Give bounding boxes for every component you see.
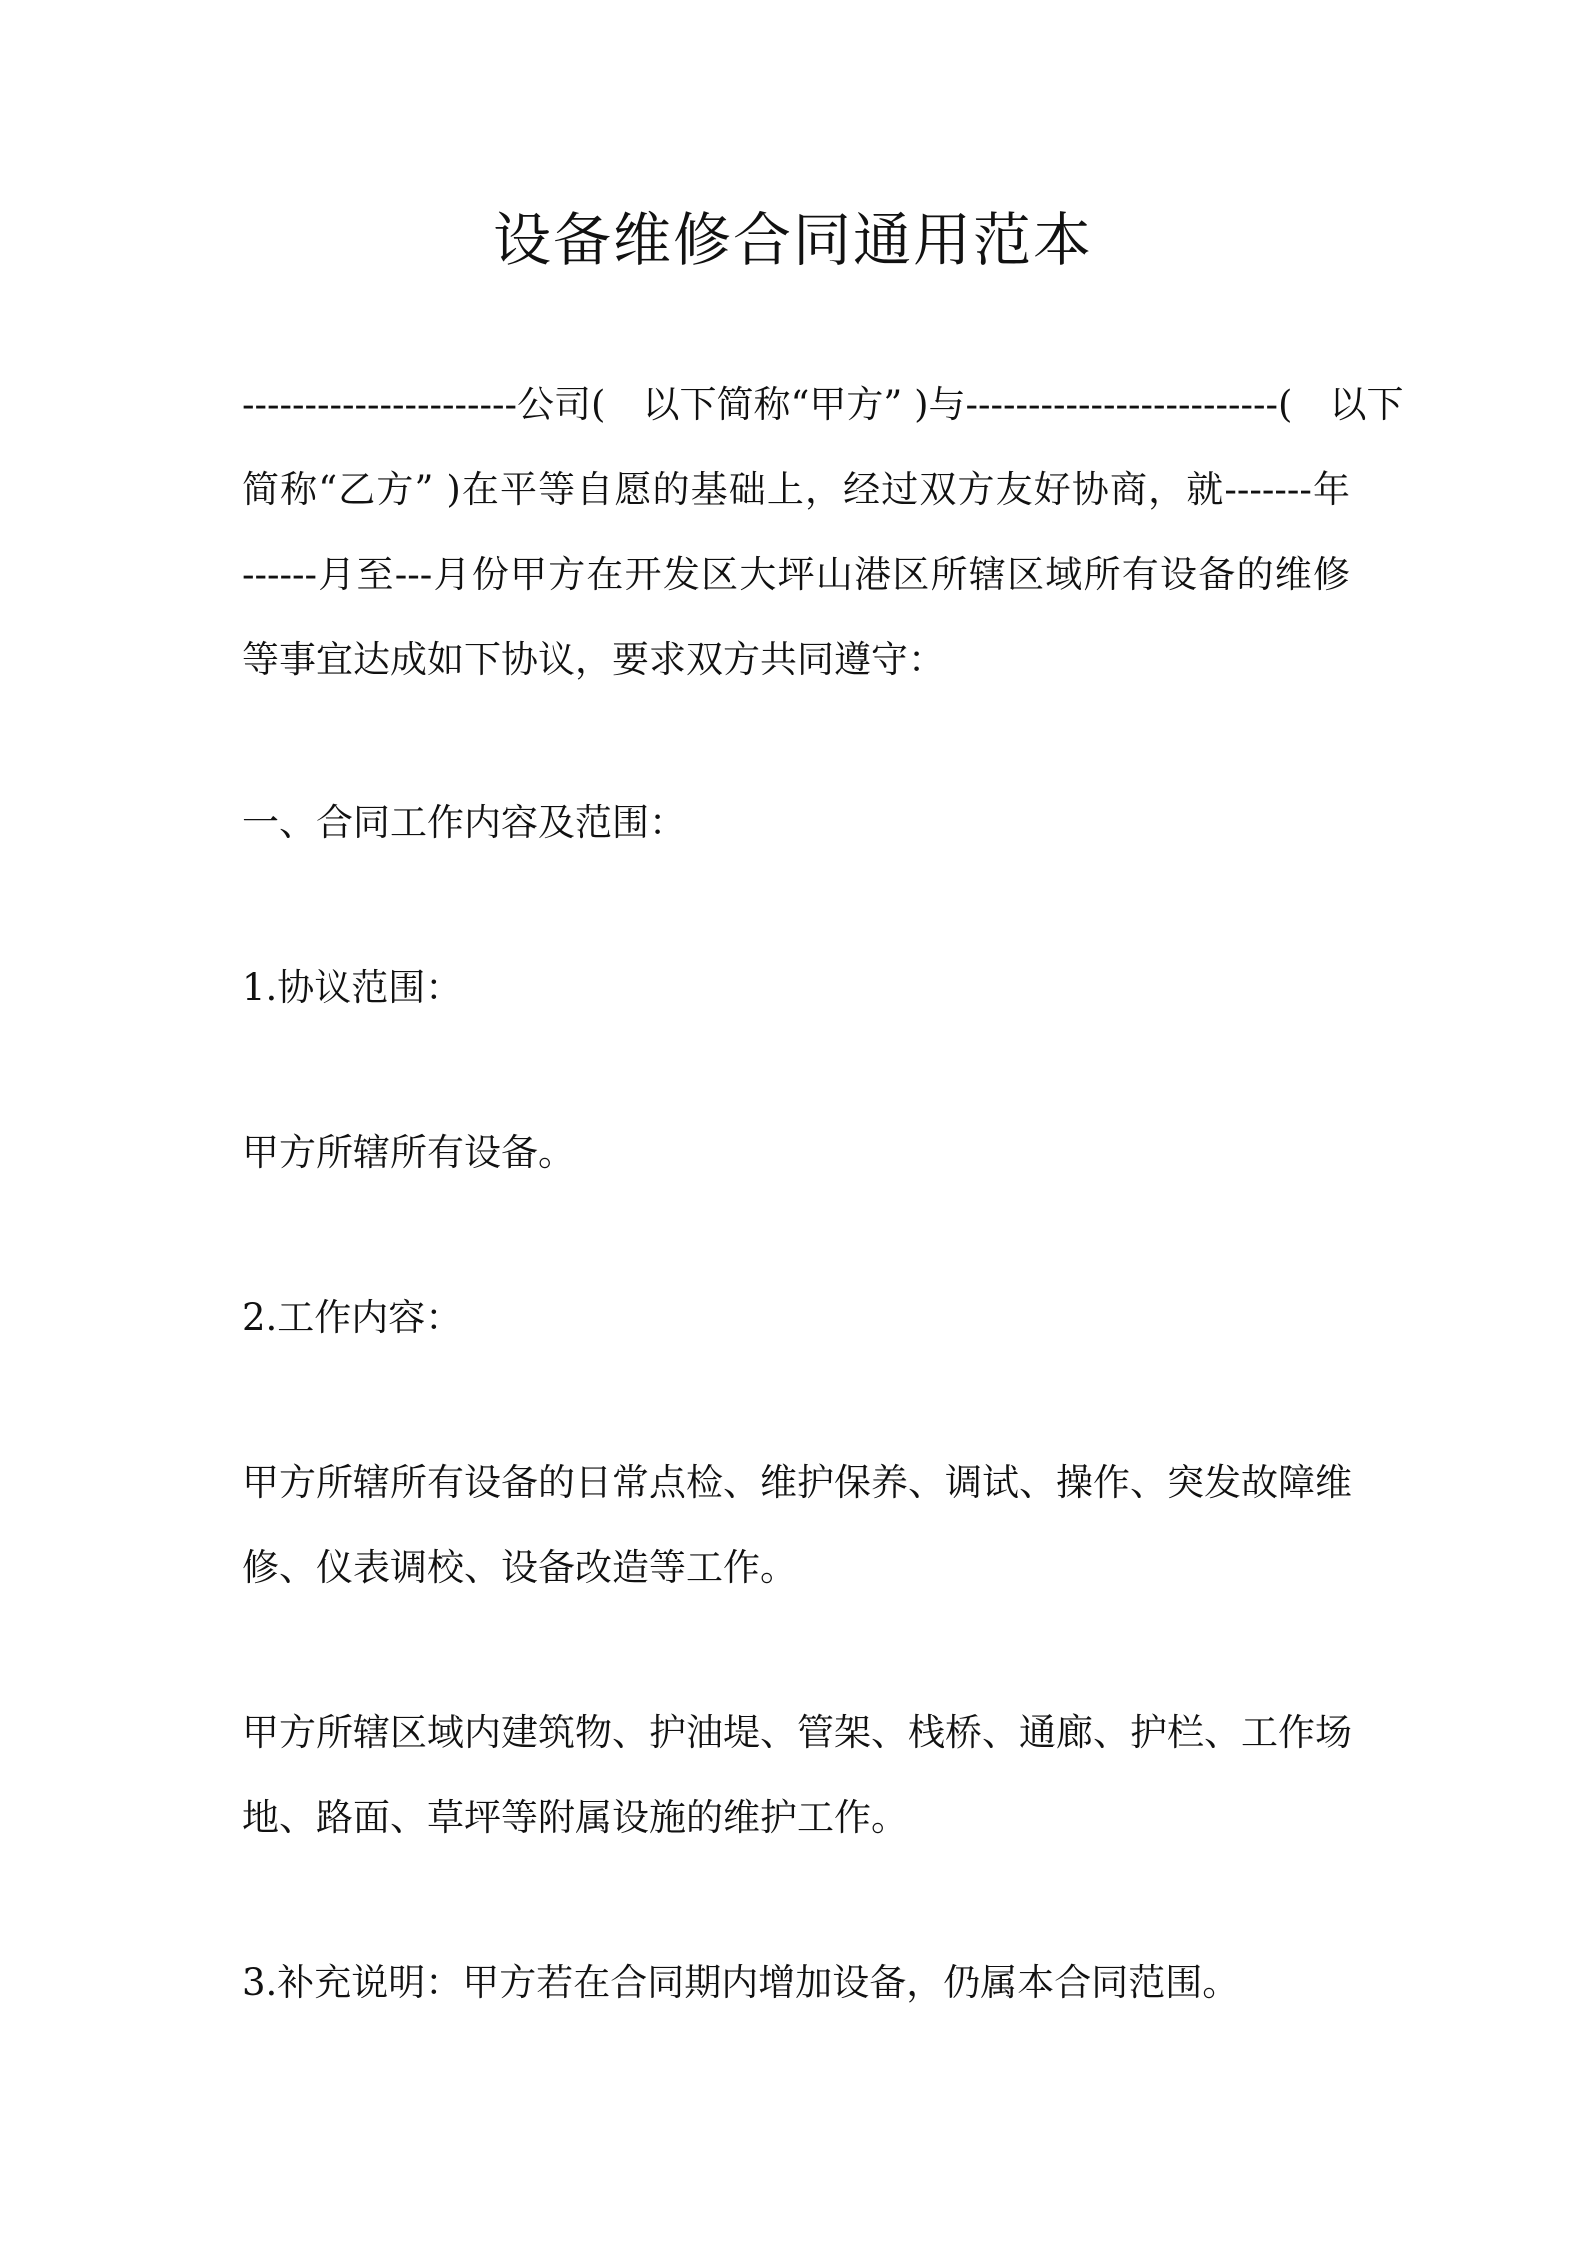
intro-line: ------月至---月份甲方在开发区大坪山港区所辖区域所有设备的维修 — [242, 553, 1350, 596]
item2-para2-line: 甲方所辖区域内建筑物、护油堤、管架、栈桥、通廊、护栏、工作场 — [242, 1711, 1352, 1754]
item1-text: 甲方所辖所有设备。 — [242, 1131, 575, 1174]
item2-paragraph-2 — [242, 1690, 1350, 1860]
document-title: 设备维修合同通用范本 — [492, 206, 1093, 274]
intro-line: ----------------------公司( 以下简称“甲方” )与-------------------------( 以下 — [242, 383, 1404, 426]
item3-text: 3.补充说明：甲方若在合同期内增加设备，仍属本合同范围。 — [242, 1961, 1240, 2004]
intro-line: 等事宜达成如下协议，要求双方共同遵守： — [242, 638, 945, 681]
item2-heading: 2.工作内容： — [242, 1296, 463, 1339]
item2-para2-line: 地、路面、草坪等附属设施的维护工作。 — [242, 1796, 908, 1839]
intro-paragraph — [242, 362, 1404, 702]
item1-heading: 1.协议范围： — [242, 966, 463, 1009]
section1-heading: 一、合同工作内容及范围： — [242, 801, 686, 844]
item2-paragraph-1 — [242, 1440, 1350, 1610]
intro-line: 简称“乙方” )在平等自愿的基础上，经过双方友好协商，就-------年 — [242, 468, 1350, 511]
item2-para1-line: 修、仪表调校、设备改造等工作。 — [242, 1546, 797, 1589]
item2-para1-line: 甲方所辖所有设备的日常点检、维护保养、调试、操作、突发故障维 — [242, 1461, 1352, 1504]
